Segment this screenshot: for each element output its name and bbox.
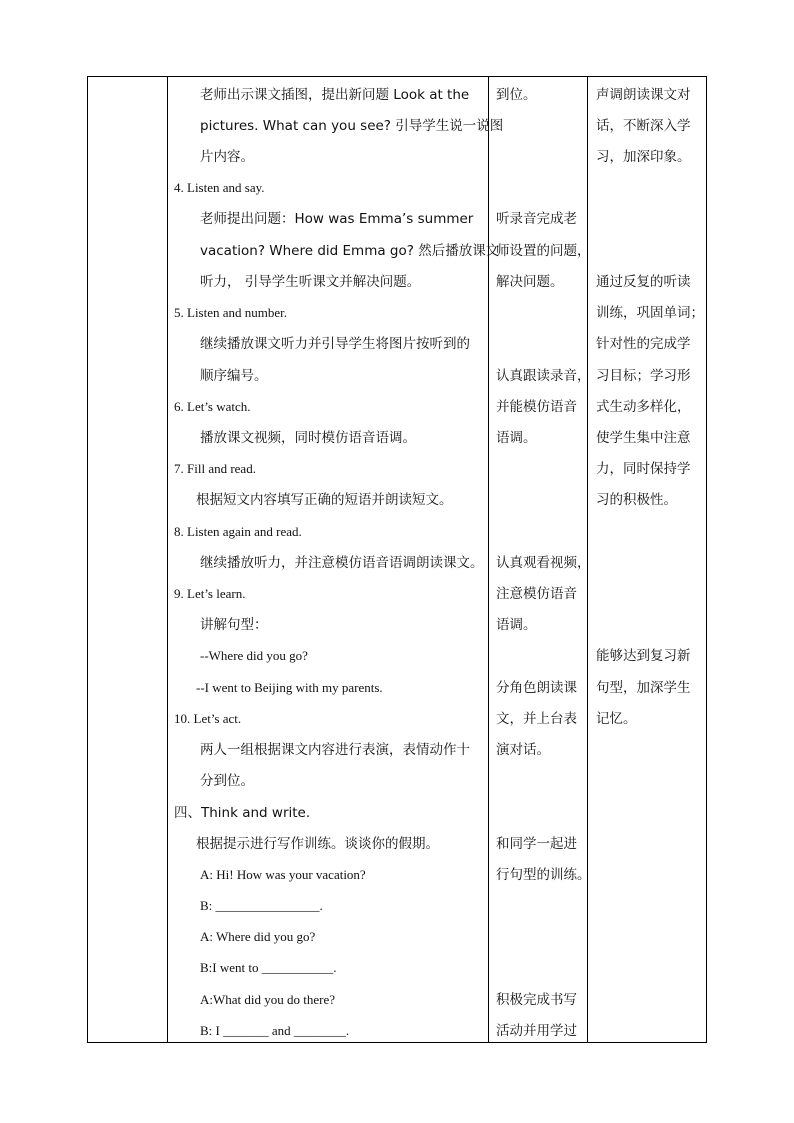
process-line: 顺序编号。 (200, 368, 268, 384)
student-activity-line: 演对话。 (496, 742, 550, 758)
design-intent-line: 能够达到复习新 (596, 648, 691, 664)
process-line: 四、Think and write. (174, 805, 311, 821)
design-intent-line: 句型，加深学生 (596, 680, 691, 696)
process-line: 10. Let’s act. (174, 711, 242, 726)
student-activity-line: 活动并用学过 (496, 1023, 577, 1039)
design-intent-line: 习的积极性。 (596, 492, 677, 508)
process-line: 5. Listen and number. (174, 305, 288, 320)
process-line: B:I went to ___________. (200, 960, 337, 975)
process-line: 播放课文视频，同时模仿语音语调。 (200, 430, 416, 446)
design-intent-line: 习目标；学习形 (596, 368, 691, 384)
process-line: vacation? Where did Emma go? 然后播放课文 (200, 243, 500, 259)
student-activity-line: 认真观看视频， (496, 555, 591, 571)
process-line: 继续播放课文听力并引导学生将图片按听到的 (200, 336, 470, 352)
process-line: 讲解句型： (200, 617, 268, 633)
student-activity-line: 分角色朗读课 (496, 680, 577, 696)
student-activity-line: 积极完成书写 (496, 992, 577, 1008)
student-activity-line: 解决问题。 (496, 274, 564, 290)
process-line: B: I _______ and ________. (200, 1023, 350, 1038)
student-activity-line: 文，并上台表 (496, 711, 577, 727)
process-line: 根据提示进行写作训练。谈谈你的假期。 (196, 836, 439, 852)
student-activity-line: 认真跟读录音， (496, 368, 591, 384)
design-intent-line: 式生动多样化， (596, 399, 691, 415)
student-activity-line: 和同学一起进 (496, 836, 577, 852)
column-divider (488, 77, 489, 1042)
design-intent-line: 使学生集中注意 (596, 430, 691, 446)
process-line: 分到位。 (200, 773, 254, 789)
student-activity-line: 语调。 (496, 430, 537, 446)
lesson-plan-table (87, 76, 707, 1043)
process-line: 老师出示课文插图，提出新问题 Look at the (200, 87, 470, 103)
process-line: 8. Listen again and read. (174, 524, 302, 539)
design-intent-line: 力，同时保持学 (596, 461, 691, 477)
design-intent-line: 声调朗读课文对 (596, 87, 691, 103)
process-line: 根据短文内容填写正确的短语并朗读短文。 (196, 492, 453, 508)
design-intent-line: 话，不断深入学 (596, 118, 691, 134)
process-line: --I went to Beijing with my parents. (196, 680, 383, 695)
design-intent-line: 通过反复的听读 (596, 274, 691, 290)
student-activity-line: 行句型的训练。 (496, 867, 591, 883)
process-line: --Where did you go? (200, 648, 308, 663)
design-intent-line: 针对性的完成学 (596, 336, 691, 352)
process-line: 老师提出问题：How was Emma’s summer (200, 211, 474, 227)
student-activity-line: 并能模仿语音 (496, 399, 577, 415)
student-activity-line: 师设置的问题， (496, 243, 591, 259)
process-line: 片内容。 (200, 149, 254, 165)
process-line: pictures. What can you see? 引导学生说一说图 (200, 118, 504, 134)
process-line: B: ________________. (200, 898, 323, 913)
student-activity-line: 语调。 (496, 617, 537, 633)
process-line: 7. Fill and read. (174, 461, 256, 476)
design-intent-line: 训练，巩固单词； (596, 305, 704, 321)
process-line: 4. Listen and say. (174, 180, 265, 195)
column-divider (167, 77, 168, 1042)
design-intent-line: 记忆。 (596, 711, 637, 727)
student-activity-line: 听录音完成老 (496, 211, 577, 227)
process-line: 9. Let’s learn. (174, 586, 246, 601)
process-line: 6. Let’s watch. (174, 399, 251, 414)
process-line: A: Where did you go? (200, 929, 316, 944)
process-line: A: Hi! How was your vacation? (200, 867, 366, 882)
process-line: 两人一组根据课文内容进行表演，表情动作十 (200, 742, 470, 758)
process-line: 继续播放听力，并注意模仿语音语调朗读课文。 (200, 555, 484, 571)
student-activity-line: 注意模仿语音 (496, 586, 577, 602)
student-activity-line: 到位。 (496, 87, 537, 103)
process-line: A:What did you do there? (200, 992, 336, 1007)
design-intent-line: 习，加深印象。 (596, 149, 691, 165)
process-line: 听力， 引导学生听课文并解决问题。 (200, 274, 421, 290)
